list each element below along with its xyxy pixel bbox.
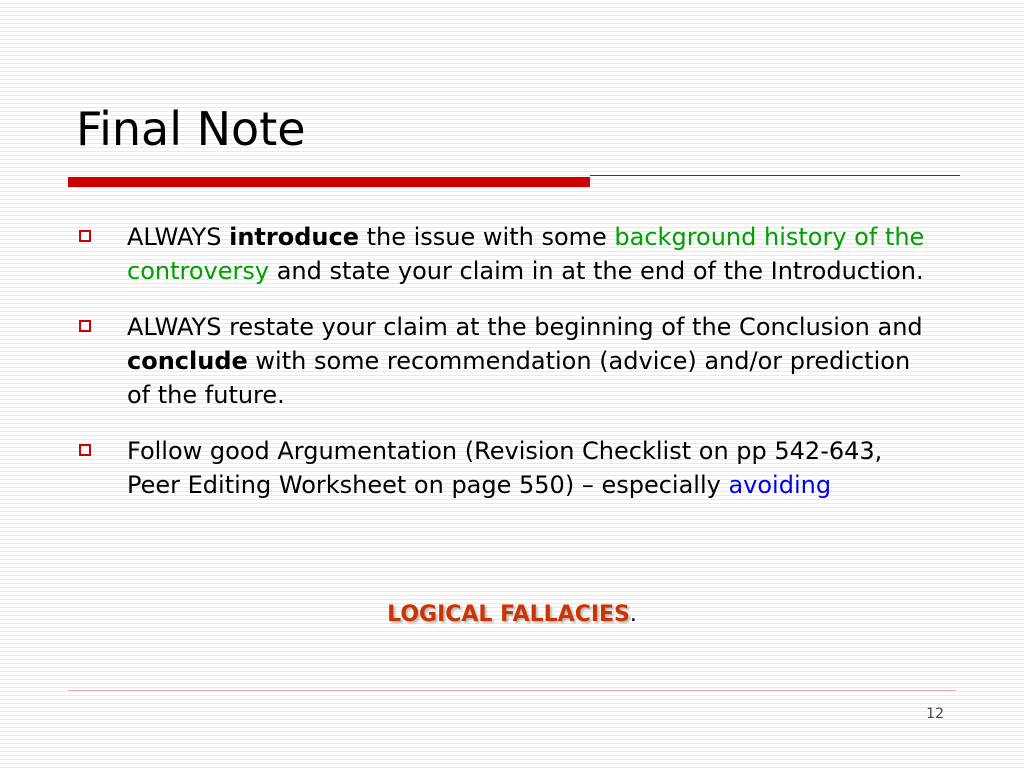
logical-fallacies-text: LOGICAL FALLACIES (387, 602, 630, 627)
bullet-emphasis-introduce: introduce (229, 223, 359, 251)
footer-divider (68, 690, 956, 691)
bullet-emphasis-conclude: conclude (127, 347, 248, 375)
title-underline-thin-line (590, 175, 960, 176)
bullet-list (76, 220, 936, 524)
bullet-text: with some recommendation (advice) and/or prediction of the future. (127, 347, 911, 409)
slide-title: Final Note (76, 102, 306, 156)
bullet-text: ALWAYS restate your claim at the beginning of the Conclusion and (127, 313, 923, 341)
hollow-square-bullet-icon (79, 444, 91, 456)
bullet-highlight-avoiding: avoiding (728, 471, 832, 499)
hollow-square-bullet-icon (79, 230, 91, 242)
bullet-text: the issue with some (358, 223, 615, 251)
hollow-square-bullet-icon (79, 320, 91, 332)
bullet-item-conclusion (76, 310, 936, 412)
bullet-item-introduction (76, 220, 936, 288)
logical-fallacies-period: . (629, 602, 637, 627)
bullet-text: and state your claim in at the end of the Introduction. (269, 257, 924, 285)
bullet-highlight-background-history: background history of the controversy (127, 223, 925, 285)
logical-fallacies-callout (0, 598, 1024, 632)
bullet-text: ALWAYS (127, 223, 230, 251)
title-underline-bar (68, 177, 590, 187)
page-number: 12 (926, 706, 944, 722)
bullet-item-argumentation (76, 434, 936, 502)
bullet-text: Follow good Argumentation (Revision Checklist on pp 542-643, Peer Editing Worksheet on page 550) – especially (127, 437, 883, 499)
